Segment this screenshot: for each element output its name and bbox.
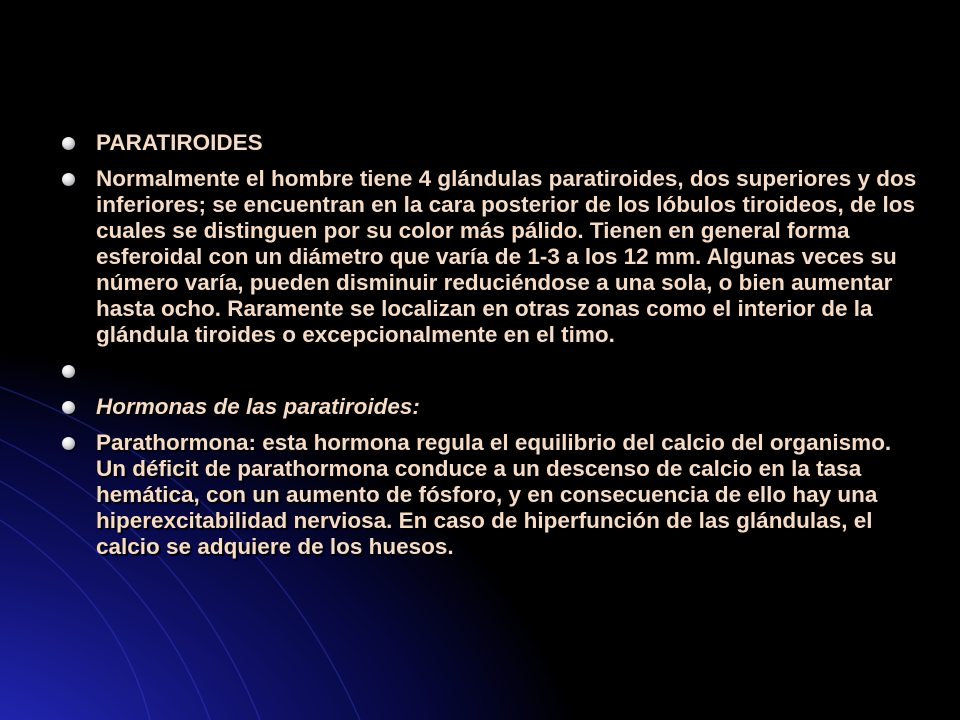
slide-content [60, 130, 920, 570]
bullet-description [60, 166, 920, 348]
parathormone-term: Parathormona: [96, 430, 257, 455]
bullet-title [60, 130, 920, 156]
bullet-dot-icon [62, 137, 75, 150]
hormones-heading: Hormonas de las paratiroides: [96, 394, 420, 419]
bullet-dot-icon [62, 437, 75, 450]
parathormone-text: esta hormona regula el equilibrio del calcio del organismo. Un déficit de parathormona conduce a un descenso de calcio en la tasa hemática, con un aumento de fósforo, y en consecuencia de ello hay una hiperexcitabilidad nerviosa. En caso de hiperfunción de las glándulas, el calcio se adquiere de los huesos. [96, 430, 892, 559]
bullet-dot-icon [62, 365, 75, 378]
bullet-empty [60, 358, 920, 384]
bullet-parathormone [60, 430, 920, 560]
bullet-dot-icon [62, 401, 75, 414]
slide-title: PARATIROIDES [96, 130, 263, 155]
description-text: Normalmente el hombre tiene 4 glándulas paratiroides, dos superiores y dos inferiores; se encuentran en la cara posterior de los lóbulos tiroideos, de los cuales se distinguen por su color más pálido. Tienen en general forma esferoidal con un diámetro que varía de 1-3 a los 12 mm. Algunas veces su número varía, pueden disminuir reduciéndose a una sola, o bien aumentar hasta ocho. Raramente se localizan en otras zonas como el interior de la glándula tiroides o excepcionalmente en el timo. [96, 166, 917, 347]
bullet-dot-icon [62, 173, 75, 186]
bullet-hormones-heading [60, 394, 920, 420]
